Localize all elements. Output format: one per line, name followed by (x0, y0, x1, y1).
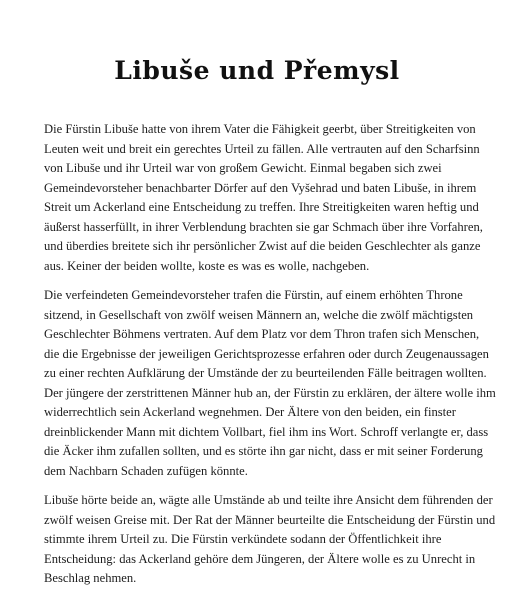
document-body (44, 120, 496, 599)
paragraph-3: Libuše hörte beide an, wägte alle Umstände ab und teilte ihre Ansicht dem führenden der zwölf weisen Greise mit. Der Rat der Männer beurteilte die Entscheidung der Fürstin und stimmte ihrem Urteil zu. Die Fürstin verkündete sodann der Öffentlichkeit ihre Entscheidung: das Ackerland gehöre dem Jüngeren, der Ältere wolle es zu Unrecht in Beschlag nehmen. (44, 493, 496, 585)
paragraph-2: Die verfeindeten Gemeindevorsteher trafen die Fürstin, auf einem erhöhten Throne sitzend, in Gesellschaft von zwölf weisen Männern an, welche die zwölf mächtigsten Geschlechter Böhmens vertraten. Auf dem Platz vor dem Thron trafen sich Menschen, die die Ergebnisse der jeweiligen Gerichtsprozesse erfahren oder durch Zeugenaussagen zu einer rechten Aufklärung der Umstände der zu beurteilenden Fälle beitragen wollten. Der jüngere der zerstrittenen Männer hub an, der Fürstin zu erklären, der ältere wolle ihm widerrechtlich sein Ackerland wegnehmen. Der Ältere von den beiden, ein finster dreinblickender Mann mit dichtem Vollbart, fiel ihm ins Wort. Schroff verlangte er, dass die Äcker ihm zufallen sollten, und es störte ihn gar nicht, dass er mit seiner Forderung dem Nachbarn Schaden zufügen könnte. (44, 288, 496, 478)
paragraph-1: Die Fürstin Libuše hatte von ihrem Vater die Fähigkeit geerbt, über Streitigkeiten von Leuten weit und breit ein gerechtes Urteil zu fällen. Alle vertrauten auf den Scharfsinn von Libuše und ihr Urteil war von großem Gewicht. Einmal begaben sich zwei Gemeindevorsteher benachbarter Dörfer auf den Vyšehrad und baten Libuše, in ihrem Streit um Ackerland eine Entscheidung zu treffen. Ihre Streitigkeiten waren heftig und äußerst hasserfüllt, in ihrer Verblendung brachten sie gar Schmach über ihre Vorfahren, und überdies breitete sich ihr persönlicher Zwist auf die beiden Geschlechter als ganze aus. Keiner der beiden wollte, koste es was es wolle, nachgeben. (44, 122, 483, 273)
document-title: Libuše und Přemysl (114, 56, 400, 85)
